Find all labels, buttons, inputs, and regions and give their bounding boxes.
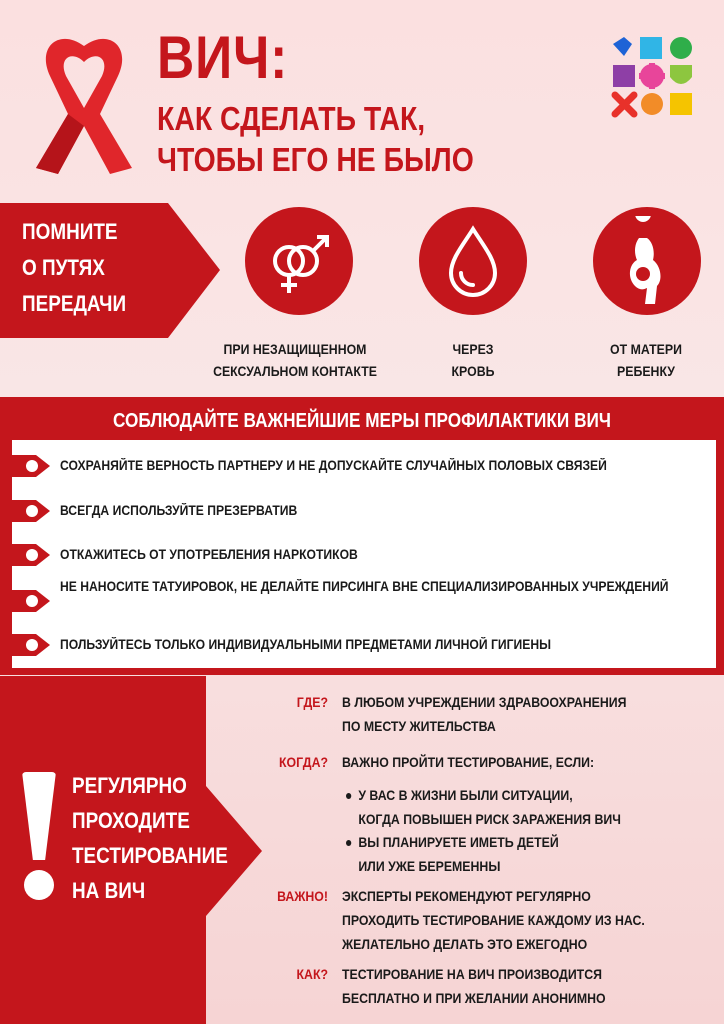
bullet-dot — [26, 595, 38, 607]
rule-text: НЕ НАНОСИТЕ ТАТУИРОВОК, НЕ ДЕЛАЙТЕ ПИРСИНГА ВНЕ СПЕЦИАЛИЗИРОВАННЫХ УЧРЕЖДЕНИЙ — [60, 579, 669, 594]
bullet-dot — [26, 505, 38, 517]
when-b2-line-1: ВЫ ПЛАНИРУЕТЕ ИМЕТЬ ДЕТЕЙ — [358, 834, 559, 850]
prevention-title: СОБЛЮДАЙТЕ ВАЖНЕЙШИЕ МЕРЫ ПРОФИЛАКТИКИ ВИЧ — [113, 410, 611, 432]
subtitle-line-2: ЧТОБЫ ЕГО НЕ БЫЛО — [157, 141, 474, 178]
when-b1-line-1: У ВАС В ЖИЗНИ БЫЛИ СИТУАЦИИ, — [358, 787, 573, 803]
testing-line-1: РЕГУЛЯРНО — [72, 773, 187, 798]
page-title: ВИЧ: — [157, 24, 289, 91]
remember-heading — [22, 214, 168, 322]
route-sexual-line-2: СЕКСУАЛЬНОМ КОНТАКТЕ — [213, 363, 377, 379]
where-text — [342, 690, 627, 738]
testing-line-3: ТЕСТИРОВАНИЕ — [72, 843, 228, 868]
red-ribbon-icon — [28, 28, 140, 178]
when-b2-line-2: ИЛИ УЖЕ БЕРЕМЕННЫ — [358, 858, 501, 874]
testing-line-2: ПРОХОДИТЕ — [72, 808, 190, 833]
when-bullet-1 — [346, 783, 621, 831]
rule-text: ПОЛЬЗУЙТЕСЬ ТОЛЬКО ИНДИВИДУАЛЬНЫМИ ПРЕДМЕТАМИ ЛИЧНОЙ ГИГИЕНЫ — [60, 637, 552, 652]
when-b1-line-2: КОГДА ПОВЫШЕН РИСК ЗАРАЖЕНИЯ ВИЧ — [358, 811, 621, 827]
important-label: ВАЖНО! — [277, 888, 328, 904]
exclamation-dot-icon — [24, 870, 54, 900]
rule-text: ОТКАЖИТЕСЬ ОТ УПОТРЕБЛЕНИЯ НАРКОТИКОВ — [60, 547, 358, 562]
page-subtitle — [157, 98, 474, 180]
organization-logo-icon — [610, 34, 694, 118]
bullet-icon — [346, 840, 351, 846]
route-blood-label — [429, 338, 517, 382]
when-bullet-2 — [346, 830, 559, 878]
how-line-1: ТЕСТИРОВАНИЕ НА ВИЧ ПРОИЗВОДИТСЯ — [342, 966, 602, 982]
bullet-icon — [346, 793, 351, 799]
important-line-2: ПРОХОДИТЬ ТЕСТИРОВАНИЕ КАЖДОМУ ИЗ НАС. — [342, 912, 645, 928]
route-blood-line-1: ЧЕРЕЗ — [452, 341, 494, 357]
route-blood-line-2: КРОВЬ — [451, 363, 495, 379]
remember-line-3: ПЕРЕДАЧИ — [22, 291, 127, 316]
blood-drop-icon — [433, 221, 513, 301]
remember-line-2: О ПУТЯХ — [22, 255, 105, 280]
where-line-2: ПО МЕСТУ ЖИТЕЛЬСТВА — [342, 718, 496, 734]
important-line-1: ЭКСПЕРТЫ РЕКОМЕНДУЮТ РЕГУЛЯРНО — [342, 888, 591, 904]
how-label: КАК? — [296, 966, 328, 982]
rule-text: СОХРАНЯЙТЕ ВЕРНОСТЬ ПАРТНЕРУ И НЕ ДОПУСКАЙТЕ СЛУЧАЙНЫХ ПОЛОВЫХ СВЯЗЕЙ — [60, 458, 607, 473]
testing-heading — [72, 768, 228, 908]
where-line-1: В ЛЮБОМ УЧРЕЖДЕНИИ ЗДРАВООХРАНЕНИЯ — [342, 694, 627, 710]
bullet-dot — [26, 460, 38, 472]
testing-line-4: НА ВИЧ — [72, 878, 146, 903]
when-label: КОГДА? — [279, 754, 328, 770]
rule-text: ВСЕГДА ИСПОЛЬЗУЙТЕ ПРЕЗЕРВАТИВ — [60, 503, 298, 518]
pregnant-woman-icon — [607, 216, 687, 306]
route-sexual-line-1: ПРИ НЕЗАЩИЩЕННОМ — [223, 341, 367, 357]
important-line-3: ЖЕЛАТЕЛЬНО ДЕЛАТЬ ЭТО ЕЖЕГОДНО — [342, 936, 588, 952]
gender-symbols-icon — [259, 221, 339, 301]
route-blood-circle — [419, 207, 527, 315]
remember-line-1: ПОМНИТЕ — [22, 219, 118, 244]
subtitle-line-1: КАК СДЕЛАТЬ ТАК, — [157, 100, 426, 137]
route-mother-line-1: ОТ МАТЕРИ — [610, 341, 682, 357]
bullet-dot — [26, 639, 38, 651]
how-line-2: БЕСПЛАТНО И ПРИ ЖЕЛАНИИ АНОНИМНО — [342, 990, 606, 1006]
important-text — [342, 884, 645, 956]
route-mother-line-2: РЕБЕНКУ — [617, 363, 675, 379]
route-mother-circle — [593, 207, 701, 315]
where-label: ГДЕ? — [296, 694, 328, 710]
how-text — [342, 962, 606, 1010]
route-sexual-circle — [245, 207, 353, 315]
route-sexual-label — [207, 338, 383, 382]
when-text: ВАЖНО ПРОЙТИ ТЕСТИРОВАНИЕ, ЕСЛИ: — [342, 754, 595, 770]
bullet-dot — [26, 549, 38, 561]
route-mother-label — [602, 338, 690, 382]
